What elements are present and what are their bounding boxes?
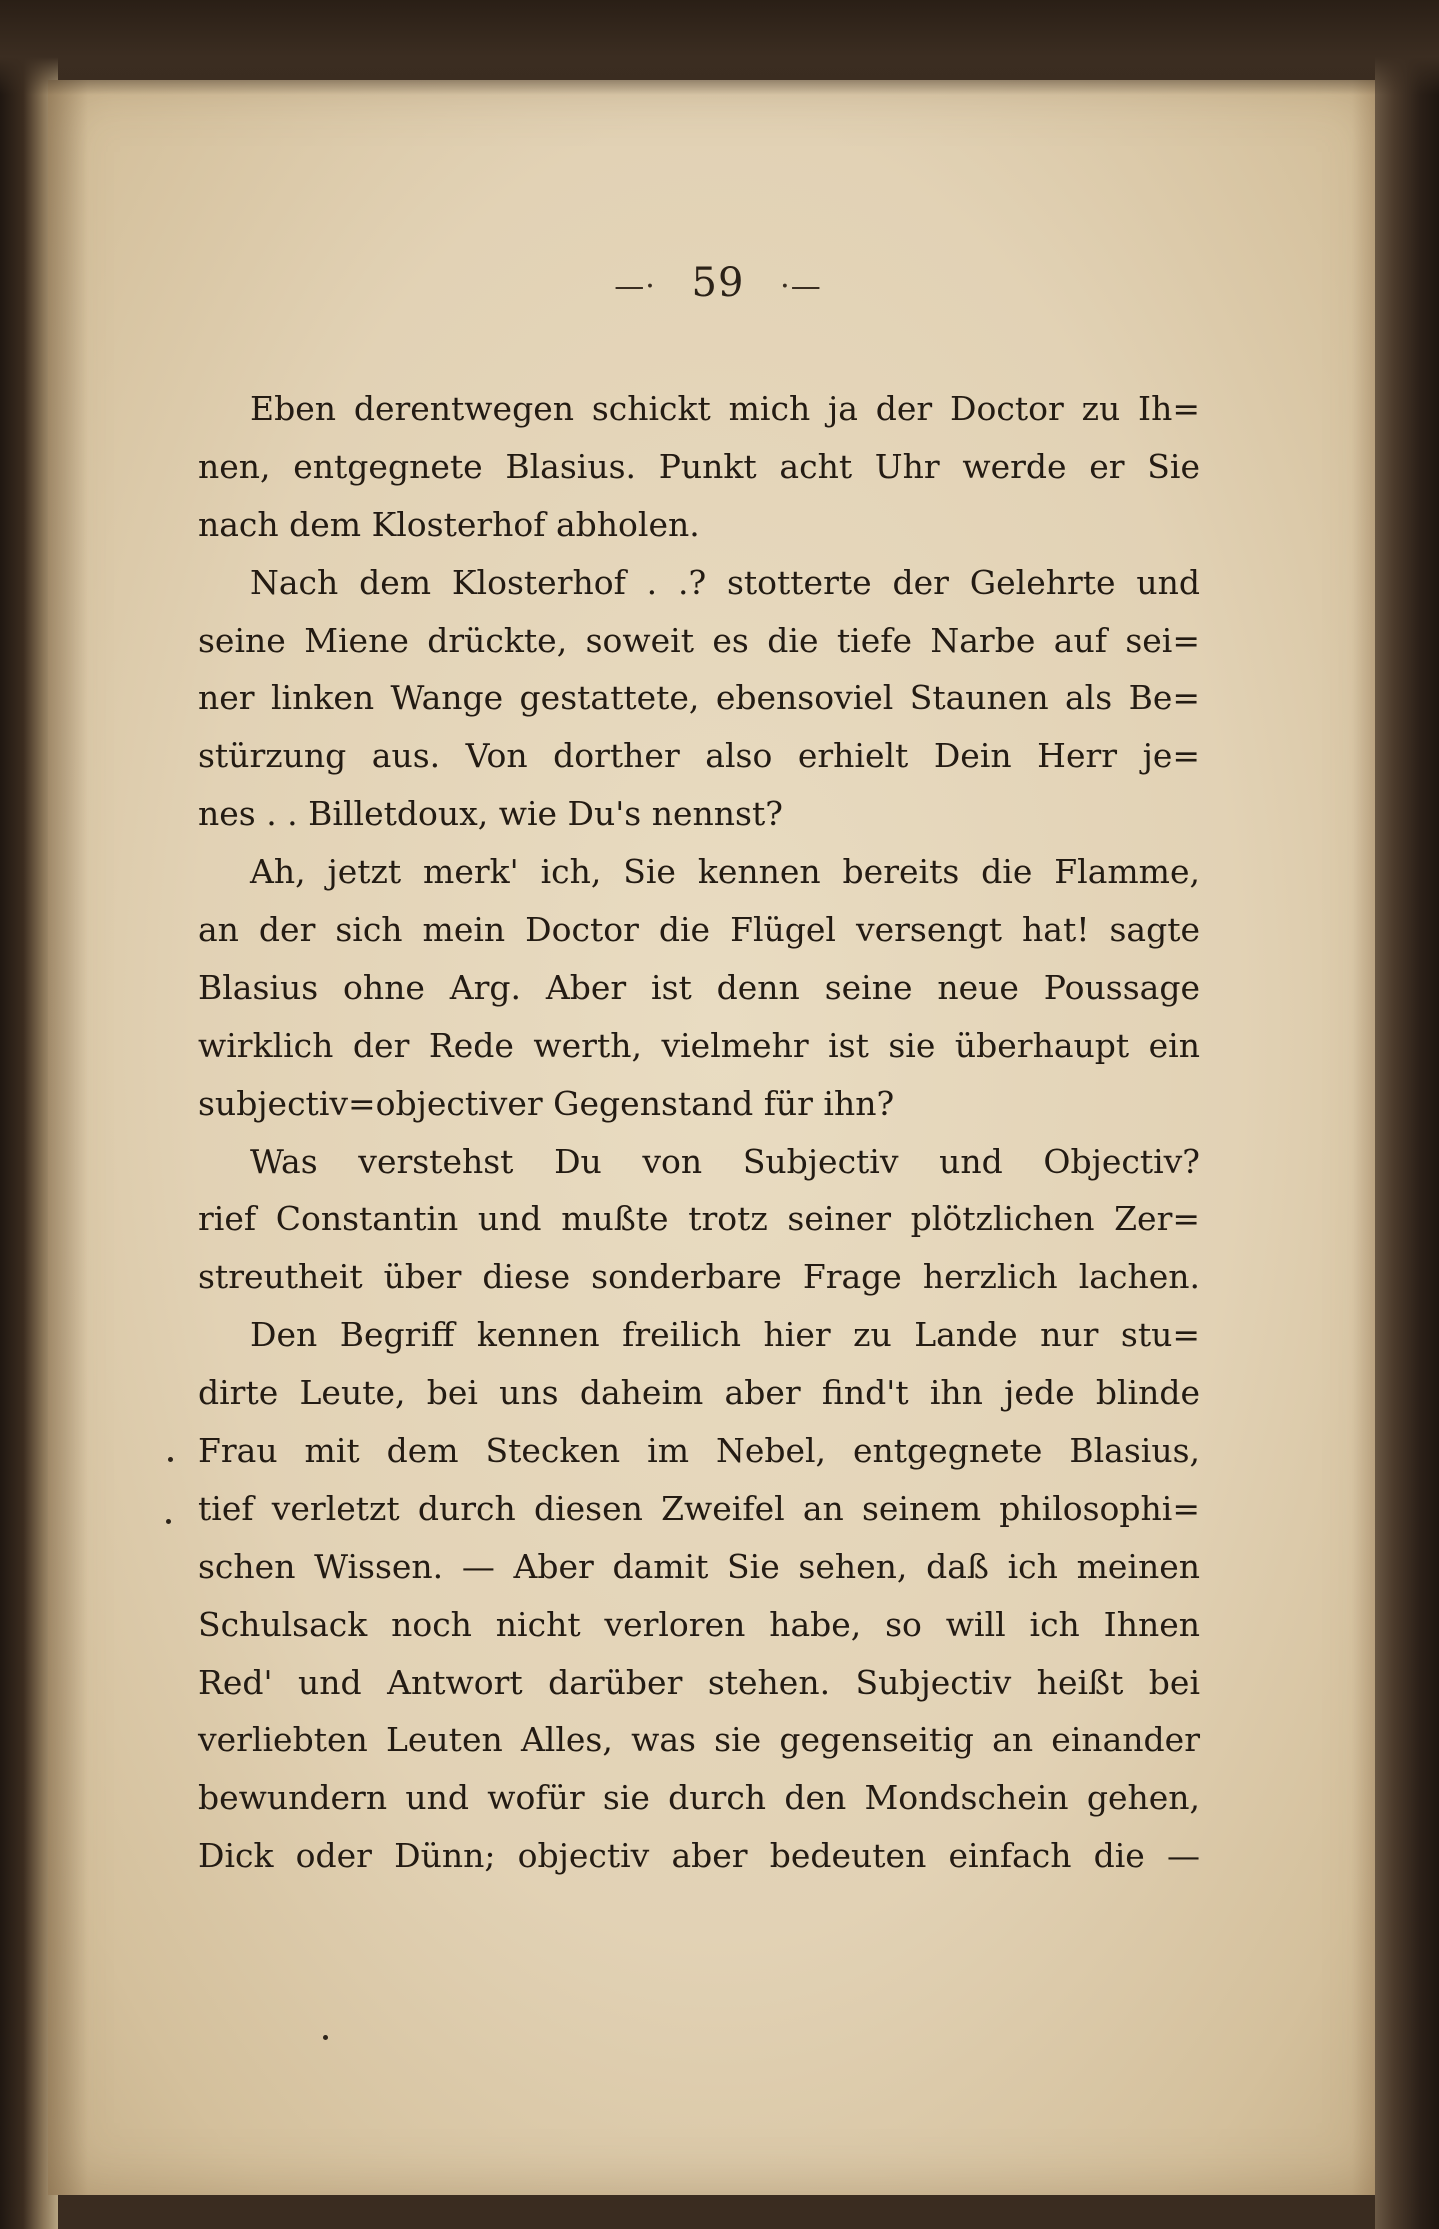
text-line: verliebten Leuten Alles, was sie gegenseitig an einander	[198, 1720, 1200, 1760]
right-ornament: ·—	[780, 268, 822, 304]
text-line: nen, entgegnete Blasius. Punkt acht Uhr werde er Sie	[198, 446, 1200, 486]
page-header	[48, 260, 1388, 306]
text-line: Nach dem Klosterhof . .? stotterte der Gelehrte und	[250, 562, 1200, 602]
text-line: Red' und Antwort darüber stehen. Subjectiv heißt bei	[198, 1662, 1200, 1702]
paper-page	[48, 80, 1388, 2195]
text-line: Dick oder Dünn; objectiv aber bedeuten einfach die —	[198, 1836, 1200, 1876]
page-gutter-shadow	[48, 80, 88, 2195]
page-number: 59	[691, 260, 745, 306]
margin-dot	[168, 1457, 173, 1462]
text-line: Blasius ohne Arg. Aber ist denn seine neue Poussage	[198, 967, 1200, 1007]
text-line: an der sich mein Doctor die Flügel versengt hat! sagte	[198, 910, 1200, 950]
text-line: streutheit über diese sonderbare Frage herzlich lachen.	[198, 1257, 1200, 1297]
text-line: ner linken Wange gestattete, ebensoviel Staunen als Be=	[198, 678, 1200, 718]
text-line: subjectiv=objectiver Gegenstand für ihn?	[198, 1083, 895, 1123]
top-binding-shadow	[0, 0, 1439, 95]
text-line: stürzung aus. Von dorther also erhielt Dein Herr je=	[198, 736, 1200, 776]
text-line: wirklich der Rede werth, vielmehr ist sie überhaupt ein	[198, 1025, 1200, 1065]
text-line: nes . . Billetdoux, wie Du's nennst?	[198, 794, 783, 834]
text-line: rief Constantin und mußte trotz seiner plötzlichen Zer=	[198, 1199, 1200, 1239]
left-ornament: —·	[614, 268, 656, 304]
text-line: bewundern und wofür sie durch den Mondschein gehen,	[198, 1778, 1200, 1818]
text-line: Frau mit dem Stecken im Nebel, entgegnete Blasius,	[198, 1431, 1200, 1471]
text-line: schen Wissen. — Aber damit Sie sehen, daß ich meinen	[198, 1546, 1200, 1586]
margin-dot	[323, 2035, 328, 2040]
text-line: Was verstehst Du von Subjectiv und Objectiv?	[250, 1141, 1200, 1181]
body-text	[198, 380, 1200, 1885]
text-line: dirte Leute, bei uns daheim aber find't ihn jede blinde	[198, 1373, 1200, 1413]
margin-dot	[166, 1519, 171, 1524]
text-line: Ah, jetzt merk' ich, Sie kennen bereits die Flamme,	[250, 852, 1200, 892]
text-line: tief verletzt durch diesen Zweifel an seinem philosophi=	[198, 1488, 1200, 1528]
text-line: seine Miene drückte, soweit es die tiefe Narbe auf sei=	[198, 620, 1200, 660]
text-line: Den Begriff kennen freilich hier zu Lande nur stu=	[250, 1315, 1200, 1355]
book-cover-edge	[1375, 0, 1439, 2229]
text-line: nach dem Klosterhof abholen.	[198, 504, 700, 544]
text-line: Schulsack noch nicht verloren habe, so will ich Ihnen	[198, 1604, 1200, 1644]
text-line: Eben derentwegen schickt mich ja der Doctor zu Ih=	[250, 389, 1200, 428]
